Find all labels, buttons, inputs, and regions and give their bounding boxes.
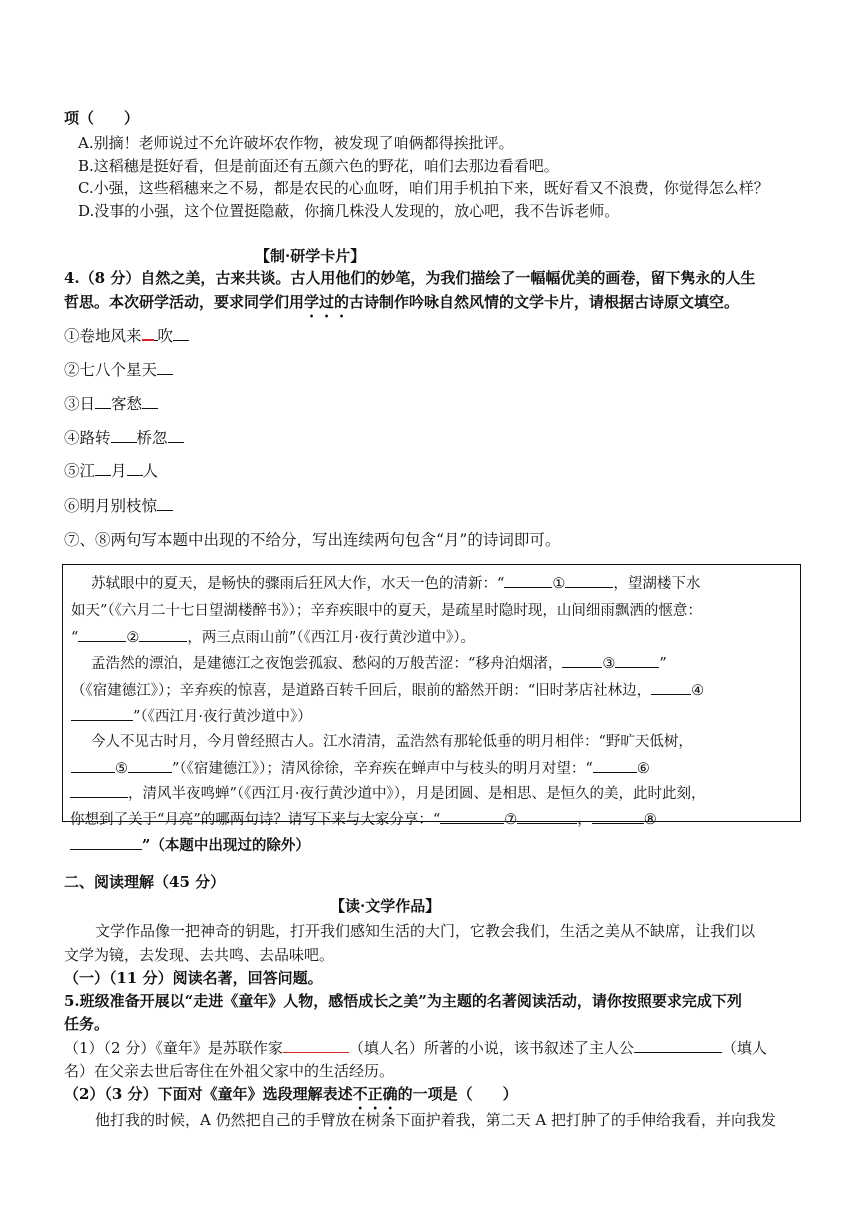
card-p2-line3 (71, 706, 312, 727)
answer-blank[interactable] (173, 326, 189, 341)
answer-blank[interactable] (651, 680, 691, 695)
card-text: 苏轼眼中的夏天，是畅快的骤雨后狂风大作，水天一色的清新：“ (91, 576, 505, 592)
q-text: （2）（3 分）下面对《童年》选段理解表述 (64, 1085, 353, 1103)
q4-item-4 (64, 428, 184, 448)
card-p3-line3 (70, 783, 706, 804)
card-p3-line2 (71, 758, 650, 779)
q-emphasis-incorrect: 不正确 (352, 1085, 398, 1103)
answer-blank[interactable] (615, 653, 659, 668)
item-text: 桥忽 (136, 429, 168, 447)
answer-blank[interactable] (71, 758, 115, 773)
q4-item-2 (64, 360, 173, 380)
answer-blank[interactable] (157, 496, 173, 511)
answer-blank[interactable] (565, 573, 613, 588)
card-p3-line5 (70, 835, 310, 856)
q5-stem-line1: 5.班级准备开展以“走进《童年》人物，感悟成长之美”为主题的名著阅读活动，请你按照要求完成下列 (64, 992, 742, 1010)
answer-blank[interactable] (504, 573, 552, 588)
card-p2-line2 (71, 680, 704, 701)
part1-heading: （一）（11 分）阅读名著，回答问题。 (64, 969, 323, 987)
item-text: 吹 (157, 327, 174, 345)
item-text: ⑥明月别枝惊 (64, 497, 158, 515)
section-title-card: 【制·研学卡片】 (255, 247, 366, 265)
q5-stem-line2: 任务。 (64, 1015, 110, 1033)
q5-2-passage: 他打我的时候，A 仍然把自己的手臂放在树条下面护着我，第二天 A 把打肿了的手伸给我看，并向我发 (95, 1111, 776, 1129)
item-text: ③日 (64, 395, 96, 413)
section2-intro-line2: 文学为镜，去发现、去共鸣、去品味吧。 (64, 946, 335, 964)
card-text: ，清风半夜鸣蝉”（《西江月·夜行黄沙道中》），月是团圆、是相思、是恒久的美，此时此刻， (128, 786, 706, 802)
q-text: （填人名）所著的小说，该书叙述了主人公 (348, 1039, 634, 1057)
card-text: 孟浩然的漂泊，是建德江之夜饱尝孤寂、愁闷的万般苦涩：“移舟泊烟渚， (91, 656, 563, 672)
card-p2-line1 (91, 653, 667, 674)
answer-blank[interactable] (139, 627, 187, 642)
card-p3-line4: 你想到了关于“月亮”的哪两句诗？请写下来与大家分享：“ ⑦ ， ⑧ (70, 809, 657, 830)
card-text: （《宿建德江》）；辛弃疾的惊喜，是道路百转千回后，眼前的豁然开朗：“旧时茅店社林边， (71, 683, 652, 699)
q4-text: 自然之美，古来共谈。古人用他们的妙笔，为我们描绘了一幅幅优美的画卷，留下隽永的人生 (140, 269, 756, 287)
answer-blank[interactable] (70, 783, 128, 798)
answer-blank[interactable] (95, 461, 111, 476)
answer-blank[interactable] (128, 758, 172, 773)
blank-number: ⑦ (504, 812, 518, 828)
answer-blank[interactable] (111, 428, 137, 443)
q5-1-line2: 名）在父亲去世后寄住在外祖父家中的生活经历。 (64, 1062, 395, 1080)
q4-number: 4. (64, 269, 80, 287)
answer-blank[interactable] (127, 461, 143, 476)
blank-number: ② (126, 630, 140, 646)
item-text: 月 (111, 462, 127, 480)
q3-stem: 项（ ） (64, 109, 140, 127)
q4-text-b: 古诗制作吟咏自然风情的文学卡片，请根据古诗原文填空。 (349, 293, 740, 311)
q4-stem-line2 (64, 292, 739, 321)
answer-blank[interactable] (593, 758, 637, 773)
blank-number: ⑧ (643, 812, 657, 828)
card-text: ，两三点雨山前”（《西江月·夜行黄沙道中》）。 (187, 630, 475, 646)
item-text: 人 (142, 462, 159, 480)
q3-option-b: B.这稻穗是挺好看，但是前面还有五颜六色的野花，咱们去那边看看吧。 (78, 157, 559, 175)
answer-blank[interactable] (142, 394, 158, 409)
answer-blank[interactable] (168, 428, 184, 443)
answer-blank[interactable] (634, 1038, 722, 1053)
q5-2-stem (64, 1084, 518, 1113)
item-text: 客愁 (111, 395, 143, 413)
answer-blank[interactable] (142, 325, 154, 341)
answer-blank[interactable] (440, 809, 504, 824)
card-text: ，望湖楼下水 (613, 576, 701, 592)
q3-option-c: C.小强，这些稻穗来之不易，都是农民的心血呀，咱们用手机拍下来，既好看又不浪费，你觉得怎么样？ (78, 179, 769, 197)
q4-item-6 (64, 496, 173, 516)
answer-blank[interactable] (70, 835, 142, 850)
card-text: ” (659, 656, 667, 672)
blank-number: ④ (691, 683, 705, 699)
q4-text-a: 哲思。本次研学活动，要求同学们用 (64, 293, 305, 311)
card-text: 你想到了关于“月亮”的哪两句诗？请写下来与大家分享：“ (70, 812, 441, 828)
answer-blank[interactable] (157, 360, 173, 375)
q3-option-d: D.没事的小强，这个位置挺隐蔽，你摘几株没人发现的，放心吧，我不告诉老师。 (78, 202, 620, 220)
q4-item-3 (64, 394, 158, 414)
q4-stem-line1 (64, 268, 755, 288)
q4-item-5 (64, 461, 158, 481)
answer-blank[interactable] (71, 706, 133, 721)
card-text: “ (71, 630, 79, 646)
card-p1-line3 (71, 627, 475, 648)
card-p1-line1 (91, 573, 700, 594)
card-text: ”（《宿建德江》）；清风徐徐，辛弃疾在蝉声中与枝头的明月对望：“ (172, 761, 593, 777)
item-text: ①卷地风来 (64, 327, 142, 345)
blank-number: ① (552, 576, 566, 592)
q4-item-1 (64, 325, 189, 346)
card-p3-line1: 今人不见古时月，今月曾经照古人。江水清清，孟浩然有那轮低垂的明月相伴：“野旷天低树， (91, 734, 693, 750)
card-p1-line2: 如天”（《六月二十七日望湖楼醉书》）；辛弃疾眼中的夏天，是疏星时隐时现，山间细雨飘洒的惬意： (71, 603, 702, 619)
answer-blank[interactable] (78, 627, 126, 642)
card-text: ”（《西江月·夜行黄沙道中》） (133, 709, 312, 725)
blank-number: ③ (602, 656, 616, 672)
answer-blank[interactable] (517, 809, 577, 824)
answer-blank[interactable] (592, 809, 644, 824)
q-text: 的一项是（ ） (397, 1085, 518, 1103)
answer-blank[interactable] (283, 1038, 349, 1053)
blank-number: ⑥ (636, 761, 650, 777)
section2-intro-line1: 文学作品像一把神奇的钥匙，打开我们感知生活的大门，它教会我们，生活之美从不缺席，让我们以 (95, 922, 756, 940)
section2-subtitle: 【读·文学作品】 (330, 897, 441, 915)
q4-note: ⑦、⑧两句写本题中出现的不给分，写出连续两句包含“月”的诗词即可。 (64, 531, 561, 549)
q5-1-line1 (64, 1038, 767, 1058)
blank-number: ⑤ (115, 761, 128, 777)
item-text: ②七八个星天 (64, 361, 158, 379)
q-text: （填人 (721, 1039, 767, 1057)
item-text: ④路转 (64, 429, 111, 447)
q4-emphasis-learned: 学过的 (304, 293, 350, 311)
section2-heading: 二、阅读理解（45 分） (64, 873, 226, 891)
answer-blank[interactable] (95, 394, 111, 409)
q3-option-a: A.别摘！老师说过不允许破坏农作物，被发现了咱俩都得挨批评。 (78, 134, 514, 152)
q-text: （1）（2 分）《童年》是苏联作家 (64, 1039, 283, 1057)
item-text: ⑤江 (64, 462, 96, 480)
card-text: ”（本题中出现过的除外） (142, 837, 310, 854)
answer-blank[interactable] (562, 653, 602, 668)
q4-score: （8 分） (79, 269, 141, 287)
